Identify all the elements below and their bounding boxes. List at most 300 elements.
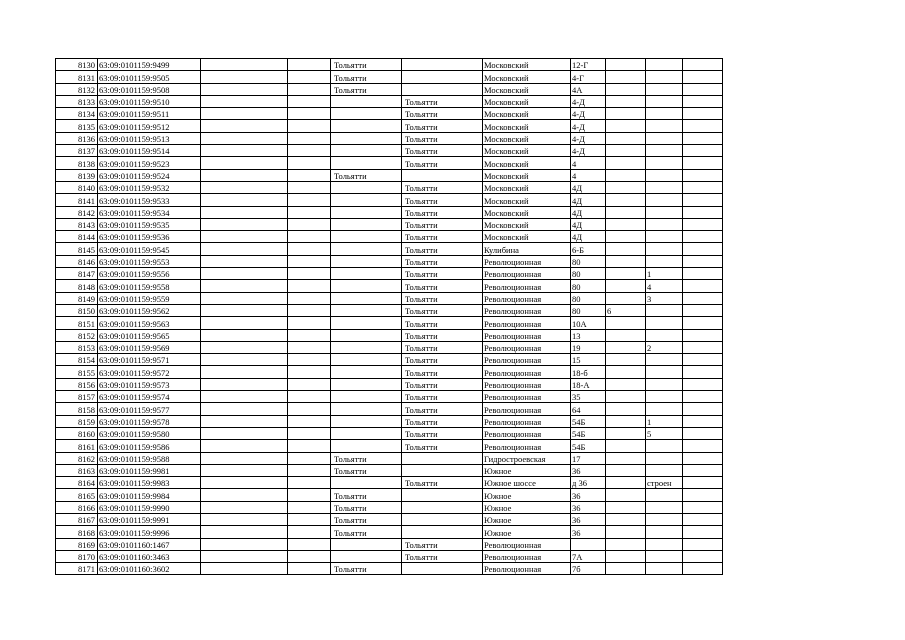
city-cell (402, 452, 483, 464)
cadastral-number-cell: 63:09:0101159:9558 (98, 280, 201, 292)
city-cell: Тольятти (402, 391, 483, 403)
extra-cell (683, 206, 723, 218)
extra-cell (646, 83, 683, 95)
extra-cell: 3 (646, 292, 683, 304)
cadastral-number-cell: 63:09:0101159:9499 (98, 59, 201, 71)
row-number-cell: 8137 (56, 145, 98, 157)
extra-cell (683, 243, 723, 255)
street-cell: Южное (483, 464, 571, 476)
extra-cell (646, 378, 683, 390)
extra-cell (683, 452, 723, 464)
table-row (56, 329, 723, 341)
house-cell: 4 (571, 169, 606, 181)
city-cell (331, 120, 402, 132)
table-row (56, 403, 723, 415)
empty-cell (288, 268, 331, 280)
street-cell: Революционная (483, 341, 571, 353)
empty-cell (201, 550, 288, 562)
street-cell: Московский (483, 181, 571, 193)
street-cell: Московский (483, 59, 571, 71)
extra-cell (683, 489, 723, 501)
extra-cell (683, 329, 723, 341)
extra-cell (606, 501, 646, 513)
cadastral-number-cell: 63:09:0101159:9996 (98, 526, 201, 538)
extra-cell (646, 181, 683, 193)
street-cell: Кулибина (483, 243, 571, 255)
house-cell: 4Д (571, 181, 606, 193)
city-cell (331, 108, 402, 120)
row-number-cell: 8160 (56, 427, 98, 439)
city-cell (402, 464, 483, 476)
extra-cell (606, 108, 646, 120)
city-cell (331, 415, 402, 427)
city-cell: Тольятти (402, 268, 483, 280)
extra-cell (683, 427, 723, 439)
street-cell: Революционная (483, 538, 571, 550)
house-cell: 18-б (571, 366, 606, 378)
house-cell: 36 (571, 526, 606, 538)
city-cell: Тольятти (331, 513, 402, 525)
city-cell (331, 378, 402, 390)
extra-cell: 5 (646, 427, 683, 439)
cadastral-number-cell: 63:09:0101159:9991 (98, 513, 201, 525)
extra-cell (606, 489, 646, 501)
house-cell: 4Д (571, 231, 606, 243)
empty-cell (201, 477, 288, 489)
cadastral-number-cell: 63:09:0101159:9511 (98, 108, 201, 120)
extra-cell (606, 292, 646, 304)
extra-cell (646, 452, 683, 464)
empty-cell (288, 304, 331, 316)
empty-cell (201, 378, 288, 390)
cadastral-number-cell: 63:09:0101159:9553 (98, 255, 201, 267)
city-cell (331, 550, 402, 562)
empty-cell (201, 292, 288, 304)
extra-cell (606, 317, 646, 329)
extra-cell (683, 563, 723, 575)
table-row (56, 440, 723, 452)
extra-cell (683, 145, 723, 157)
extra-cell: строен (646, 477, 683, 489)
cadastral-number-cell: 63:09:0101159:9523 (98, 157, 201, 169)
extra-cell (606, 341, 646, 353)
empty-cell (201, 194, 288, 206)
street-cell: Революционная (483, 563, 571, 575)
empty-cell (288, 464, 331, 476)
city-cell (331, 403, 402, 415)
street-cell: Революционная (483, 354, 571, 366)
cadastral-number-cell: 63:09:0101159:9535 (98, 218, 201, 230)
empty-cell (288, 391, 331, 403)
empty-cell (201, 563, 288, 575)
extra-cell (646, 366, 683, 378)
house-cell: 4-Д (571, 132, 606, 144)
street-cell: Южное (483, 513, 571, 525)
table-row (56, 120, 723, 132)
table-row (56, 538, 723, 550)
house-cell: 4Д (571, 206, 606, 218)
extra-cell (646, 526, 683, 538)
extra-cell (683, 440, 723, 452)
extra-cell (683, 477, 723, 489)
cadastral-number-cell: 63:09:0101159:9510 (98, 95, 201, 107)
extra-cell (606, 132, 646, 144)
empty-cell (201, 83, 288, 95)
table-row (56, 563, 723, 575)
row-number-cell: 8140 (56, 181, 98, 193)
empty-cell (201, 59, 288, 71)
empty-cell (201, 391, 288, 403)
city-cell: Тольятти (402, 120, 483, 132)
extra-cell (683, 59, 723, 71)
cadastral-number-cell: 63:09:0101159:9524 (98, 169, 201, 181)
street-cell: Революционная (483, 440, 571, 452)
city-cell: Тольятти (331, 169, 402, 181)
empty-cell (201, 218, 288, 230)
city-cell: Тольятти (331, 464, 402, 476)
empty-cell (288, 95, 331, 107)
empty-cell (201, 440, 288, 452)
table-row (56, 59, 723, 71)
empty-cell (288, 538, 331, 550)
empty-cell (288, 563, 331, 575)
house-cell: 7б (571, 563, 606, 575)
cadastral-number-cell: 63:09:0101159:9513 (98, 132, 201, 144)
table-row (56, 452, 723, 464)
street-cell: Революционная (483, 427, 571, 439)
city-cell (331, 268, 402, 280)
city-cell (402, 489, 483, 501)
row-number-cell: 8142 (56, 206, 98, 218)
table-row (56, 378, 723, 390)
city-cell: Тольятти (331, 489, 402, 501)
empty-cell (288, 181, 331, 193)
extra-cell (606, 71, 646, 83)
extra-cell (683, 218, 723, 230)
extra-cell (606, 440, 646, 452)
extra-cell (606, 329, 646, 341)
cadastral-number-cell: 63:09:0101159:9574 (98, 391, 201, 403)
city-cell (331, 304, 402, 316)
house-cell: 54Б (571, 427, 606, 439)
empty-cell (201, 145, 288, 157)
house-cell: 4-Д (571, 95, 606, 107)
street-cell: Революционная (483, 378, 571, 390)
cadastral-number-cell: 63:09:0101159:9578 (98, 415, 201, 427)
house-cell: 4-Г (571, 71, 606, 83)
extra-cell (646, 231, 683, 243)
empty-cell (201, 489, 288, 501)
city-cell (402, 169, 483, 181)
empty-cell (288, 329, 331, 341)
house-cell: 4-Д (571, 120, 606, 132)
city-cell: Тольятти (331, 501, 402, 513)
extra-cell (606, 181, 646, 193)
house-cell: 4А (571, 83, 606, 95)
city-cell: Тольятти (331, 526, 402, 538)
row-number-cell: 8154 (56, 354, 98, 366)
street-cell: Московский (483, 95, 571, 107)
row-number-cell: 8138 (56, 157, 98, 169)
cadastral-number-cell: 63:09:0101159:9983 (98, 477, 201, 489)
city-cell (331, 427, 402, 439)
city-cell: Тольятти (402, 341, 483, 353)
house-cell: 36 (571, 464, 606, 476)
extra-cell (606, 169, 646, 181)
row-number-cell: 8152 (56, 329, 98, 341)
cadastral-number-cell: 63:09:0101160:3463 (98, 550, 201, 562)
street-cell: Московский (483, 132, 571, 144)
extra-cell (606, 550, 646, 562)
table-row (56, 292, 723, 304)
city-cell (402, 513, 483, 525)
row-number-cell: 8136 (56, 132, 98, 144)
city-cell: Тольятти (402, 95, 483, 107)
empty-cell (288, 440, 331, 452)
street-cell: Революционная (483, 366, 571, 378)
cadastral-number-cell: 63:09:0101159:9505 (98, 71, 201, 83)
extra-cell (606, 563, 646, 575)
empty-cell (201, 366, 288, 378)
empty-cell (201, 452, 288, 464)
extra-cell (683, 366, 723, 378)
extra-cell (683, 538, 723, 550)
row-number-cell: 8156 (56, 378, 98, 390)
extra-cell (646, 218, 683, 230)
house-cell: 17 (571, 452, 606, 464)
city-cell: Тольятти (402, 157, 483, 169)
empty-cell (201, 280, 288, 292)
row-number-cell: 8166 (56, 501, 98, 513)
house-cell: 10А (571, 317, 606, 329)
table-row (56, 231, 723, 243)
empty-cell (201, 354, 288, 366)
empty-cell (288, 317, 331, 329)
extra-cell (683, 268, 723, 280)
extra-cell (646, 489, 683, 501)
table-row (56, 206, 723, 218)
row-number-cell: 8164 (56, 477, 98, 489)
row-number-cell: 8151 (56, 317, 98, 329)
city-cell (402, 83, 483, 95)
extra-cell (606, 120, 646, 132)
extra-cell (683, 255, 723, 267)
row-number-cell: 8161 (56, 440, 98, 452)
street-cell: Гидростроевская (483, 452, 571, 464)
cadastral-number-cell: 63:09:0101159:9569 (98, 341, 201, 353)
extra-cell (646, 194, 683, 206)
row-number-cell: 8170 (56, 550, 98, 562)
extra-cell (646, 391, 683, 403)
street-cell: Революционная (483, 280, 571, 292)
empty-cell (288, 403, 331, 415)
extra-cell (646, 59, 683, 71)
street-cell: Московский (483, 145, 571, 157)
table-row (56, 145, 723, 157)
row-number-cell: 8143 (56, 218, 98, 230)
city-cell: Тольятти (402, 108, 483, 120)
row-number-cell: 8144 (56, 231, 98, 243)
extra-cell (646, 563, 683, 575)
street-cell: Южное (483, 501, 571, 513)
empty-cell (201, 169, 288, 181)
city-cell: Тольятти (402, 317, 483, 329)
empty-cell (288, 231, 331, 243)
extra-cell (606, 255, 646, 267)
extra-cell (646, 255, 683, 267)
city-cell: Тольятти (402, 366, 483, 378)
row-number-cell: 8149 (56, 292, 98, 304)
empty-cell (288, 292, 331, 304)
extra-cell (683, 169, 723, 181)
city-cell (331, 341, 402, 353)
extra-cell: 2 (646, 341, 683, 353)
street-cell: Революционная (483, 292, 571, 304)
city-cell: Тольятти (402, 194, 483, 206)
extra-cell (646, 513, 683, 525)
house-cell: 36 (571, 501, 606, 513)
cadastral-number-cell: 63:09:0101159:9588 (98, 452, 201, 464)
extra-cell (646, 132, 683, 144)
street-cell: Московский (483, 108, 571, 120)
house-cell: 36 (571, 513, 606, 525)
extra-cell (606, 95, 646, 107)
city-cell (402, 59, 483, 71)
table-row (56, 477, 723, 489)
extra-cell (646, 501, 683, 513)
cadastral-number-cell: 63:09:0101159:9533 (98, 194, 201, 206)
extra-cell (606, 526, 646, 538)
city-cell: Тольятти (402, 354, 483, 366)
house-cell: 6-Б (571, 243, 606, 255)
extra-cell (683, 550, 723, 562)
empty-cell (288, 378, 331, 390)
extra-cell (606, 464, 646, 476)
extra-cell (646, 169, 683, 181)
extra-cell (606, 427, 646, 439)
extra-cell (606, 268, 646, 280)
row-number-cell: 8146 (56, 255, 98, 267)
extra-cell (683, 501, 723, 513)
street-cell: Революционная (483, 268, 571, 280)
city-cell: Тольятти (402, 206, 483, 218)
street-cell: Революционная (483, 415, 571, 427)
table-row (56, 181, 723, 193)
city-cell (331, 391, 402, 403)
extra-cell (683, 108, 723, 120)
extra-cell (606, 477, 646, 489)
empty-cell (201, 95, 288, 107)
city-cell: Тольятти (402, 538, 483, 550)
extra-cell (606, 538, 646, 550)
cadastral-number-cell: 63:09:0101159:9580 (98, 427, 201, 439)
empty-cell (201, 513, 288, 525)
table-row (56, 268, 723, 280)
street-cell: Московский (483, 120, 571, 132)
empty-cell (201, 255, 288, 267)
street-cell: Южное (483, 489, 571, 501)
city-cell (331, 206, 402, 218)
table-row (56, 317, 723, 329)
extra-cell (683, 415, 723, 427)
extra-cell (606, 415, 646, 427)
empty-cell (201, 464, 288, 476)
cadastral-number-cell: 63:09:0101159:9514 (98, 145, 201, 157)
street-cell: Московский (483, 218, 571, 230)
empty-cell (201, 108, 288, 120)
extra-cell (683, 354, 723, 366)
cadastral-number-cell: 63:09:0101159:9990 (98, 501, 201, 513)
empty-cell (288, 550, 331, 562)
city-cell: Тольятти (402, 440, 483, 452)
table-row (56, 71, 723, 83)
city-cell (402, 71, 483, 83)
row-number-cell: 8157 (56, 391, 98, 403)
city-cell (331, 280, 402, 292)
table-row (56, 95, 723, 107)
empty-cell (201, 231, 288, 243)
table-row (56, 157, 723, 169)
empty-cell (288, 255, 331, 267)
table-row (56, 132, 723, 144)
house-cell: 64 (571, 403, 606, 415)
row-number-cell: 8130 (56, 59, 98, 71)
empty-cell (201, 120, 288, 132)
city-cell: Тольятти (402, 280, 483, 292)
extra-cell (646, 440, 683, 452)
extra-cell (606, 378, 646, 390)
city-cell (331, 231, 402, 243)
extra-cell (683, 292, 723, 304)
empty-cell (288, 243, 331, 255)
city-cell (331, 255, 402, 267)
city-cell: Тольятти (331, 59, 402, 71)
extra-cell (646, 157, 683, 169)
row-number-cell: 8147 (56, 268, 98, 280)
empty-cell (201, 157, 288, 169)
street-cell: Московский (483, 231, 571, 243)
empty-cell (201, 415, 288, 427)
empty-cell (288, 280, 331, 292)
city-cell (331, 366, 402, 378)
extra-cell: 1 (646, 415, 683, 427)
city-cell (331, 243, 402, 255)
table-row (56, 255, 723, 267)
extra-cell (683, 120, 723, 132)
house-cell: 4Д (571, 194, 606, 206)
extra-cell (683, 280, 723, 292)
table-row (56, 513, 723, 525)
house-cell: 4-Д (571, 108, 606, 120)
city-cell (331, 132, 402, 144)
row-number-cell: 8145 (56, 243, 98, 255)
cadastral-number-cell: 63:09:0101159:9984 (98, 489, 201, 501)
extra-cell (683, 403, 723, 415)
cadastral-number-cell: 63:09:0101159:9586 (98, 440, 201, 452)
street-cell: Революционная (483, 255, 571, 267)
cadastral-number-cell: 63:09:0101159:9536 (98, 231, 201, 243)
extra-cell (683, 157, 723, 169)
extra-cell (646, 354, 683, 366)
table-row (56, 280, 723, 292)
city-cell: Тольятти (402, 304, 483, 316)
extra-cell (683, 231, 723, 243)
city-cell: Тольятти (402, 255, 483, 267)
cadastral-number-cell: 63:09:0101159:9556 (98, 268, 201, 280)
table-row (56, 526, 723, 538)
row-number-cell: 8132 (56, 83, 98, 95)
extra-cell (606, 206, 646, 218)
